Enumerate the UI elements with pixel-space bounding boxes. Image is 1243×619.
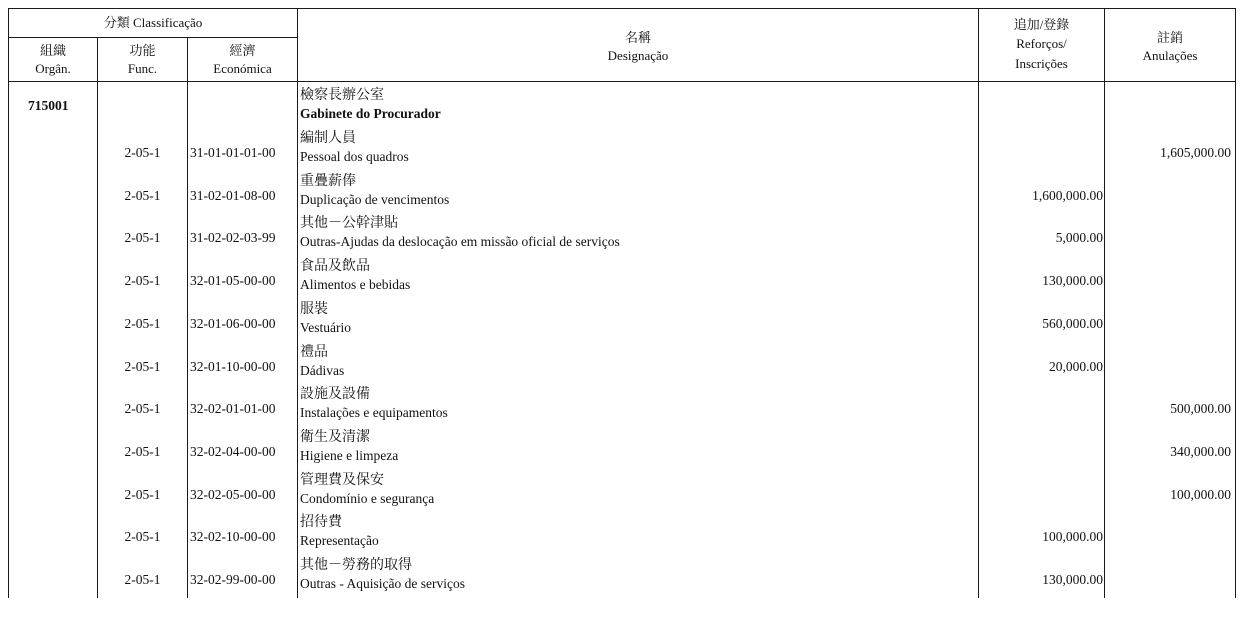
organ-code: 715001: [28, 98, 69, 113]
annulment-header-pt: Anulações: [1142, 48, 1198, 63]
designation-cn: 禮品: [300, 344, 328, 360]
designation-pt: Outras - Aquisição de serviços: [300, 576, 465, 591]
header-bottom-border: [8, 81, 1236, 82]
designation-cn: 衛生及清潔: [300, 429, 370, 445]
classification-divider: [8, 37, 298, 38]
table-top-border: [8, 8, 1236, 9]
reinforcement-header-pt2: Inscrições: [1015, 56, 1068, 71]
reinforcement-header-cn: 追加/登錄: [1013, 17, 1070, 32]
classification-header: 分類 Classificação: [103, 15, 203, 30]
designation-pt: Instalações e equipamentos: [300, 405, 448, 421]
econ-code: 32-02-10-00-00: [190, 529, 276, 545]
designation-pt: Condomínio e segurança: [300, 490, 435, 506]
annulment-amount: 500,000.00: [1170, 401, 1231, 417]
func-code: 2-05-1: [124, 187, 161, 203]
func-code: 2-05-1: [124, 486, 161, 502]
designation-header-cn: 名稱: [624, 30, 651, 45]
reinforcement-amount: 130,000.00: [1042, 273, 1103, 289]
reinforcement-amount: 560,000.00: [1042, 315, 1103, 331]
designation-pt: Dádivas: [300, 362, 345, 378]
reinforcement-amount: 5,000.00: [1055, 230, 1103, 246]
organ-header-pt: Orgân.: [35, 61, 71, 76]
annulment-amount: 100,000.00: [1170, 486, 1231, 502]
reinforcement-amount: 1,600,000.00: [1032, 187, 1103, 203]
func-code: 2-05-1: [124, 315, 161, 331]
designation-pt: Vestuário: [300, 319, 351, 335]
econ-code: 31-02-01-08-00: [190, 187, 276, 203]
designation-pt: Alimentos e bebidas: [300, 277, 411, 293]
organ-header-cn: 組織: [39, 43, 66, 58]
func-code: 2-05-1: [124, 145, 161, 160]
econ-code: 32-01-10-00-00: [190, 358, 276, 374]
econ-code: 32-02-99-00-00: [190, 572, 276, 587]
designation-cn: 管理費及保安: [300, 472, 384, 488]
designation-pt: Higiene e limpeza: [300, 447, 399, 463]
designation-pt: Representação: [300, 533, 379, 549]
designation-cn: 其他－公幹津貼: [300, 216, 398, 232]
func-code: 2-05-1: [124, 358, 161, 374]
econ-code: 32-02-04-00-00: [190, 443, 276, 459]
func-code: 2-05-1: [124, 572, 161, 587]
designation-pt: Outras-Ajudas da deslocação em missão oficial de serviços: [300, 234, 620, 250]
econ-code: 31-02-02-03-99: [190, 230, 276, 246]
col-line-func: [187, 37, 188, 598]
func-header-cn: 功能: [129, 43, 156, 58]
econ-code: 32-01-05-00-00: [190, 273, 276, 289]
designation-cn: 其他－勞務的取得: [300, 558, 412, 573]
section-title-cn: 檢察長辦公室: [300, 88, 384, 103]
designation-cn: 設施及設備: [300, 387, 370, 403]
econ-code: 32-02-01-01-00: [190, 401, 276, 417]
col-line-reinf: [1104, 8, 1105, 598]
econ-header-cn: 經濟: [229, 43, 256, 58]
reinforcement-amount: 20,000.00: [1049, 358, 1103, 374]
designation-pt: Duplicação de vencimentos: [300, 191, 450, 207]
econ-code: 32-01-06-00-00: [190, 315, 276, 331]
func-code: 2-05-1: [124, 401, 161, 417]
designation-header-pt: Designação: [607, 48, 669, 63]
func-code: 2-05-1: [124, 273, 161, 289]
col-line-econ: [297, 8, 298, 598]
func-code: 2-05-1: [124, 529, 161, 545]
col-line-right: [1235, 8, 1236, 598]
func-code: 2-05-1: [124, 443, 161, 459]
designation-cn: 編制人員: [300, 131, 356, 146]
col-line-left: [8, 8, 9, 598]
designation-cn: 食品及飲品: [300, 259, 370, 275]
designation-pt: Pessoal dos quadros: [300, 149, 409, 164]
reinforcement-header-pt1: Reforços/: [1016, 36, 1067, 51]
annulment-amount: 1,605,000.00: [1160, 145, 1231, 160]
econ-code: 31-01-01-01-00: [190, 145, 276, 160]
annulment-amount: 340,000.00: [1170, 443, 1231, 459]
designation-cn: 重疊薪俸: [300, 173, 356, 189]
econ-header-pt: Económica: [213, 61, 272, 76]
designation-cn: 服裝: [300, 301, 328, 317]
designation-cn: 招待費: [300, 515, 342, 531]
annulment-header-cn: 註銷: [1156, 30, 1183, 45]
func-header-pt: Func.: [127, 61, 158, 76]
func-code: 2-05-1: [124, 230, 161, 246]
section-title-pt: Gabinete do Procurador: [300, 106, 441, 121]
reinforcement-amount: 130,000.00: [1042, 572, 1103, 587]
econ-code: 32-02-05-00-00: [190, 486, 276, 502]
col-line-design: [978, 8, 979, 598]
reinforcement-amount: 100,000.00: [1042, 529, 1103, 545]
